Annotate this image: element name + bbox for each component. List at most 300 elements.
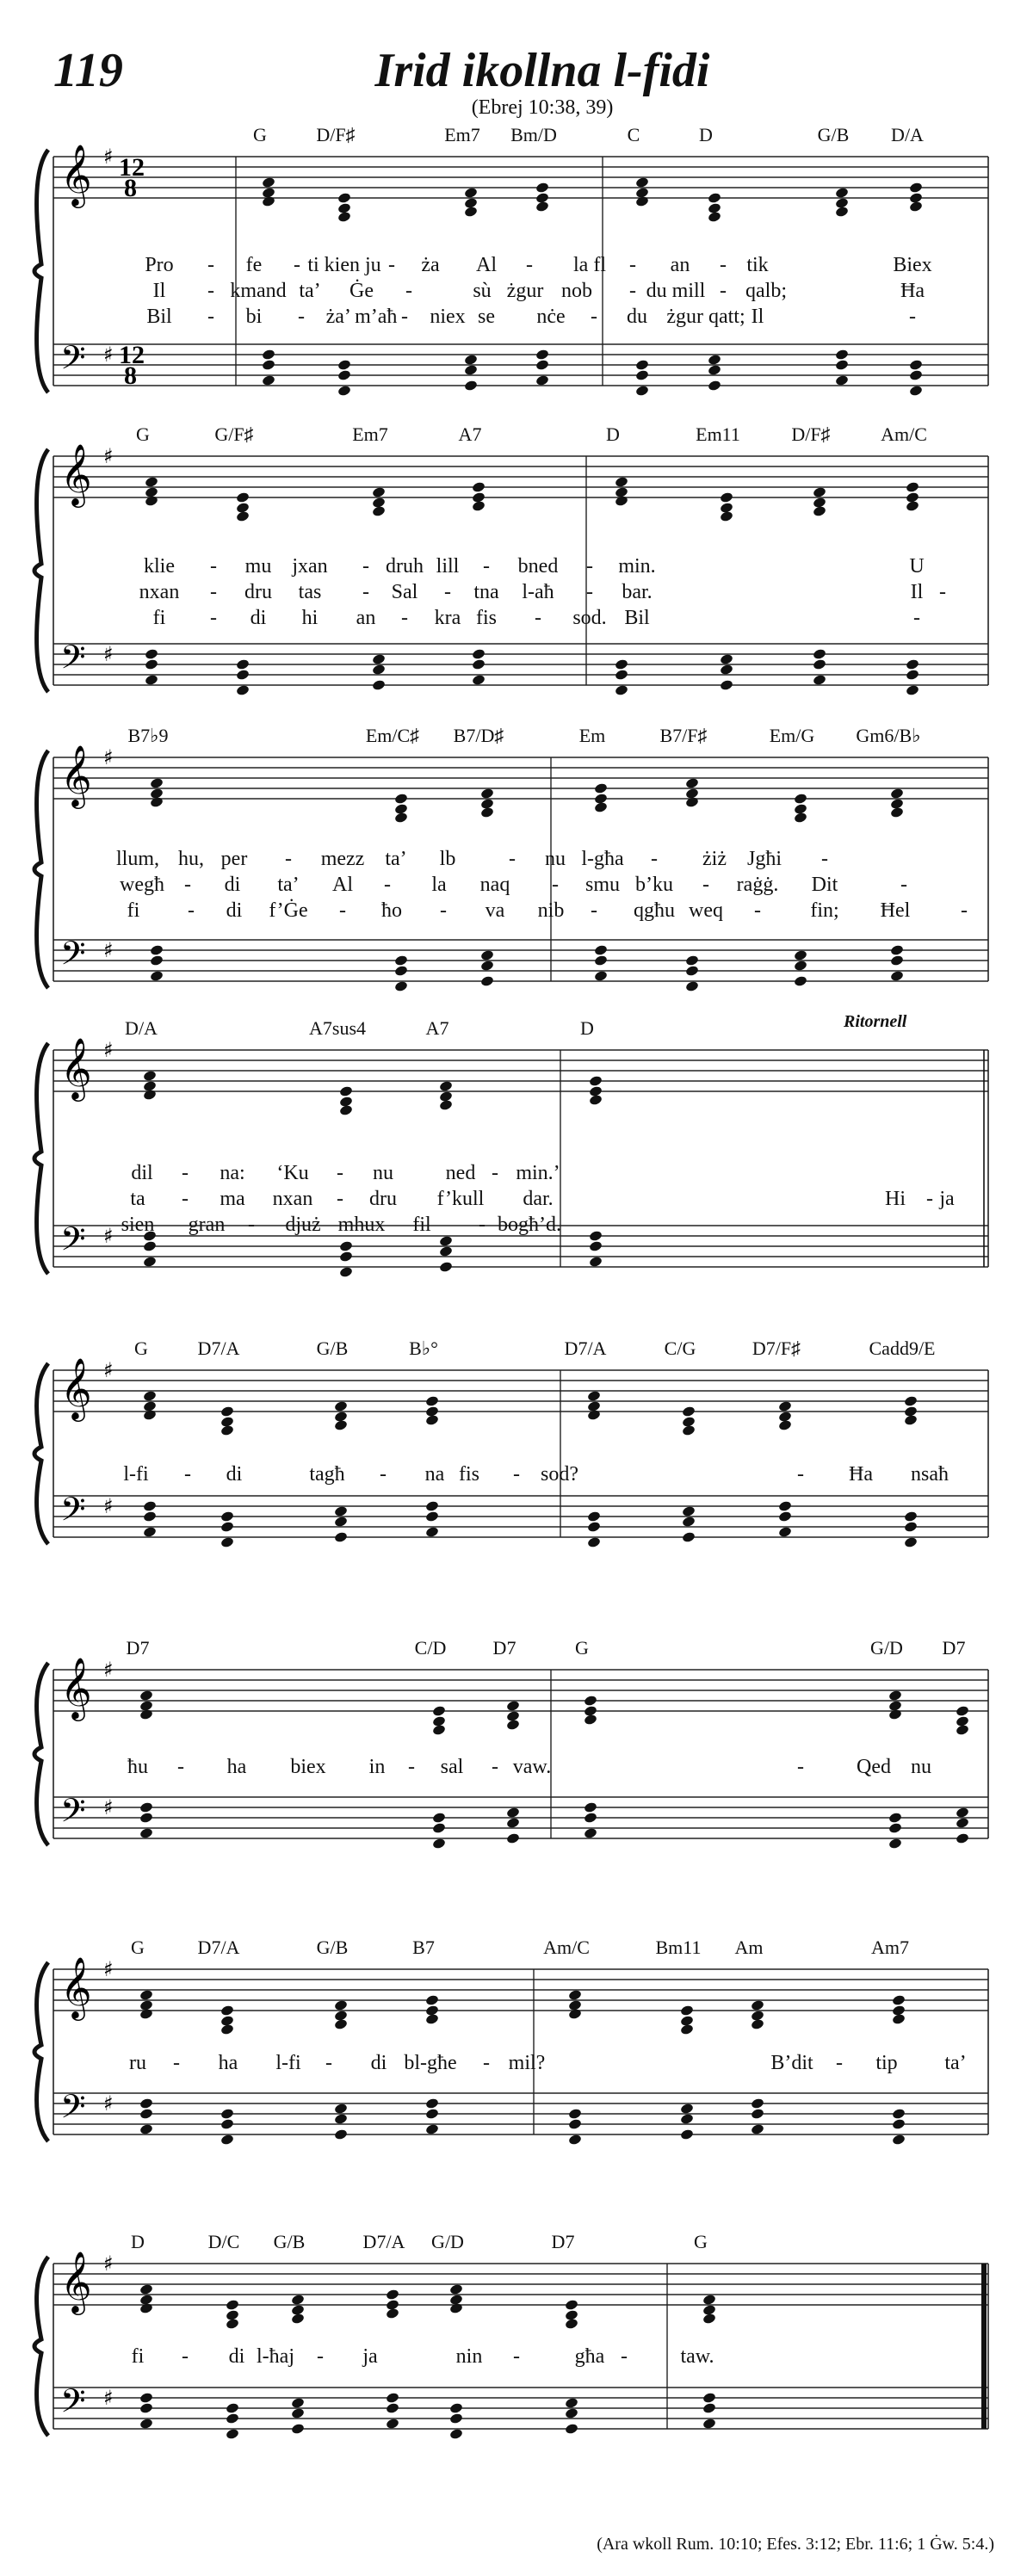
lyric-syllable: nsaħ — [911, 1463, 949, 1486]
bass-notehead — [565, 2407, 579, 2419]
lyric-syllable: hi — [301, 607, 319, 629]
lyric-syllable: bned — [517, 555, 559, 578]
chord-symbol: C/D — [414, 1637, 447, 1659]
bass-notehead — [226, 2428, 240, 2440]
bass-notehead — [226, 2412, 240, 2425]
lyric-syllable: taw. — [680, 2345, 714, 2368]
chord-symbol: Am — [734, 1937, 764, 1958]
lyric-hyphen: - — [720, 254, 727, 276]
lyric-hyphen: - — [483, 555, 490, 578]
lyric-syllable: smu — [585, 874, 621, 896]
chord-symbol: Em/G — [769, 725, 815, 746]
key-signature-sharp-icon: ♯ — [103, 2252, 114, 2276]
lyric-syllable: la — [431, 874, 447, 896]
lyric-syllable: fi — [131, 2345, 145, 2368]
chord-symbol: C — [627, 124, 640, 145]
lyric-syllable: bar. — [622, 581, 653, 603]
lyric-syllable: nu — [545, 848, 566, 870]
lyric-hyphen: - — [509, 848, 516, 870]
lyric-syllable: fil — [412, 1214, 431, 1236]
lyric-hyphen: - — [513, 1463, 520, 1486]
lyric-hyphen: - — [337, 1162, 343, 1184]
lyric-syllable: fi — [152, 607, 166, 629]
lyric-syllable: ża — [421, 254, 440, 276]
lyric-syllable: ta’ — [944, 2052, 967, 2074]
lyric-hyphen: - — [362, 581, 369, 603]
treble-notehead — [702, 2294, 717, 2306]
chord-symbol: D7/F♯ — [752, 1337, 801, 1359]
lyric-syllable: żiż — [702, 848, 727, 870]
lyric-syllable: di — [370, 2052, 387, 2074]
lyric-syllable: wegħ — [120, 874, 164, 896]
lyric-syllable: fi — [127, 899, 140, 922]
chord-symbol: B7♭9 — [127, 725, 169, 746]
treble-clef-icon: 𝄞 — [60, 143, 92, 206]
lyric-syllable: dru — [244, 581, 272, 603]
chord-symbol: A7 — [458, 423, 482, 445]
lyric-hyphen: - — [401, 607, 408, 629]
lyric-syllable: Al — [332, 874, 353, 896]
lyric-hyphen: - — [173, 2052, 180, 2074]
lyric-syllable: Dit — [811, 874, 838, 896]
key-signature-sharp-icon: ♯ — [103, 642, 114, 666]
lyric-hyphen: - — [621, 2345, 628, 2368]
key-signature-sharp-icon: ♯ — [103, 745, 114, 769]
lyric-syllable: ja — [939, 1188, 955, 1210]
lyric-syllable: ħu — [127, 1756, 148, 1778]
lyric-syllable: bogħ’d. — [498, 1214, 561, 1236]
bass-clef-icon: 𝄢 — [60, 1220, 86, 1266]
chord-symbol: D7 — [126, 1637, 150, 1659]
treble-notehead — [386, 2307, 400, 2320]
lyric-syllable: min. — [618, 555, 656, 578]
lyric-syllable: niex — [430, 306, 466, 328]
lyric-syllable: fe — [245, 254, 263, 276]
chord-symbol: D7/A — [197, 1937, 240, 1958]
key-signature-sharp-icon: ♯ — [103, 343, 114, 367]
bass-notehead — [139, 2402, 154, 2414]
chord-symbol: G — [575, 1637, 589, 1659]
lyric-hyphen: - — [483, 2052, 490, 2074]
lyric-syllable: tip — [875, 2052, 898, 2074]
chord-symbol: D7 — [492, 1637, 516, 1659]
chord-symbol: B♭° — [409, 1337, 438, 1359]
bass-notehead — [702, 2392, 717, 2404]
chord-symbol: Bm/D — [510, 124, 557, 145]
lyric-hyphen: - — [909, 306, 916, 328]
chord-symbol: G — [253, 124, 267, 145]
lyric-syllable: gran — [188, 1214, 226, 1236]
lyric-hyphen: - — [401, 306, 408, 328]
bass-clef-icon: 𝄢 — [60, 638, 86, 684]
bass-clef-icon: 𝄢 — [60, 2381, 86, 2428]
scripture-reference: (Ebrej 10:38, 39) — [471, 96, 614, 119]
bass-notehead — [386, 2402, 400, 2414]
lyric-syllable: di — [226, 899, 243, 922]
treble-clef-icon: 𝄞 — [60, 442, 92, 505]
lyric-hyphen: - — [380, 1463, 387, 1486]
treble-notehead — [449, 2302, 464, 2314]
lyric-hyphen: - — [754, 899, 761, 922]
lyric-syllable: klie — [144, 555, 175, 578]
lyric-syllable: tik — [746, 254, 769, 276]
lyric-syllable: fis — [459, 1463, 479, 1486]
lyric-syllable: tagħ — [309, 1463, 345, 1486]
chord-symbol: Em7 — [444, 124, 480, 145]
bass-notehead — [702, 2402, 717, 2414]
lyric-syllable: weq — [689, 899, 723, 922]
lyric-syllable: vaw. — [512, 1756, 552, 1778]
bass-notehead — [139, 2418, 154, 2430]
lyric-hyphen: - — [720, 280, 727, 302]
chord-symbol: D — [699, 124, 713, 145]
lyric-syllable: mhux — [337, 1214, 386, 1236]
bass-notehead — [565, 2397, 579, 2409]
hymn-title: Irid ikollna l-fidi — [374, 44, 710, 97]
lyric-syllable: ħo — [381, 899, 402, 922]
chord-symbol: G — [134, 1337, 148, 1359]
bass-notehead — [702, 2418, 717, 2430]
system-brace — [34, 2257, 48, 2436]
key-signature-sharp-icon: ♯ — [103, 444, 114, 468]
lyric-syllable: na: — [220, 1162, 245, 1184]
lyric-hyphen: - — [248, 1214, 255, 1236]
lyric-syllable: se — [478, 306, 495, 328]
hymn-number: 119 — [53, 44, 123, 97]
lyric-syllable: l-ħaj — [257, 2345, 294, 2368]
bass-notehead — [291, 2407, 306, 2419]
bass-notehead — [565, 2423, 579, 2435]
chord-symbol: Am7 — [871, 1937, 909, 1958]
chord-symbol: D7 — [942, 1637, 966, 1659]
bass-clef-icon: 𝄢 — [60, 2087, 86, 2134]
lyric-syllable: ti kien ju — [307, 254, 381, 276]
lyric-syllable: lb — [439, 848, 456, 870]
lyric-hyphen: - — [188, 899, 195, 922]
chord-symbol: Cadd9/E — [869, 1337, 936, 1359]
lyric-syllable: di — [226, 1463, 243, 1486]
chord-symbol: G/B — [273, 2231, 306, 2252]
chord-symbol: Em — [578, 725, 606, 746]
lyric-syllable: Bil — [146, 306, 172, 328]
lyric-syllable: nu — [911, 1756, 931, 1778]
lyric-syllable: Qed — [857, 1756, 891, 1778]
bass-notehead — [449, 2428, 464, 2440]
lyric-syllable: druh — [386, 555, 424, 578]
lyric-syllable: sod? — [541, 1463, 578, 1486]
lyric-syllable: raġġ. — [736, 874, 779, 896]
bass-notehead — [139, 2392, 154, 2404]
lyric-syllable: dru — [369, 1188, 397, 1210]
lyric-hyphen: - — [210, 607, 217, 629]
lyric-hyphen: - — [362, 555, 369, 578]
lyric-syllable: żgur qatt; — [666, 306, 745, 328]
lyric-syllable: sù — [473, 280, 492, 302]
treble-clef-icon: 𝄞 — [60, 744, 92, 806]
chord-symbol: B7/D♯ — [453, 725, 504, 746]
lyric-syllable: Jgħi — [746, 848, 782, 870]
lyric-hyphen: - — [384, 874, 391, 896]
chord-symbol: Bm11 — [655, 1937, 702, 1958]
lyric-syllable: f’kull — [436, 1188, 485, 1210]
treble-clef-icon: 𝄞 — [60, 1955, 92, 2018]
lyric-syllable: għa — [574, 2345, 605, 2368]
lyric-syllable: l-fi — [275, 2052, 301, 2074]
lyric-syllable: f’Ġe — [269, 899, 308, 922]
lyric-syllable: na — [424, 1463, 445, 1486]
lyric-syllable: fis — [476, 607, 497, 629]
lyric-syllable: ta’ — [385, 848, 407, 870]
treble-clef-icon: 𝄞 — [60, 1036, 92, 1099]
lyric-syllable: ta’ — [277, 874, 300, 896]
lyric-syllable: b’ku — [635, 874, 673, 896]
key-signature-sharp-icon: ♯ — [103, 145, 114, 169]
bass-notehead — [291, 2423, 306, 2435]
chord-symbol: D7 — [551, 2231, 575, 2252]
ritornell-label: Ritornell — [844, 1012, 907, 1031]
bass-notehead — [226, 2402, 240, 2414]
bass-clef-icon: 𝄢 — [60, 1791, 86, 1838]
treble-notehead — [565, 2318, 579, 2330]
lyric-syllable: biex — [290, 1756, 326, 1778]
lyric-syllable: ma — [220, 1188, 245, 1210]
lyric-hyphen: - — [492, 1162, 498, 1184]
lyric-syllable: va — [485, 899, 505, 922]
chord-symbol: B7/F♯ — [659, 725, 708, 746]
treble-notehead — [226, 2318, 240, 2330]
chord-symbol: D/A — [891, 124, 924, 145]
key-signature-sharp-icon: ♯ — [103, 1494, 114, 1518]
lyric-syllable: di — [224, 874, 241, 896]
chord-symbol: Em11 — [696, 423, 740, 445]
lyric-syllable: sal — [440, 1756, 464, 1778]
lyric-syllable: kra — [434, 607, 461, 629]
lyric-syllable: jxan — [292, 555, 328, 578]
lyric-syllable: di — [250, 607, 267, 629]
chord-symbol: D7/A — [362, 2231, 405, 2252]
lyric-hyphen: - — [440, 899, 447, 922]
chord-symbol: D — [580, 1017, 594, 1039]
lyric-hyphen: - — [591, 899, 597, 922]
chord-symbol: G/F♯ — [214, 423, 254, 445]
chord-symbol: D7/A — [564, 1337, 607, 1359]
lyric-syllable: nob — [561, 280, 592, 302]
key-signature-sharp-icon: ♯ — [103, 938, 114, 962]
lyric-hyphen: - — [702, 874, 709, 896]
lyric-hyphen: - — [651, 848, 658, 870]
lyric-syllable: lill — [436, 555, 460, 578]
lyric-hyphen: - — [207, 280, 214, 302]
lyric-syllable: sien — [121, 1214, 155, 1236]
lyric-syllable: Ħa — [849, 1463, 873, 1486]
lyric-syllable: dar. — [523, 1188, 554, 1210]
lyric-hyphen: - — [629, 280, 636, 302]
chord-symbol: D/A — [125, 1017, 158, 1039]
treble-time-signature-top: 12 — [119, 153, 145, 182]
lyric-hyphen: - — [207, 254, 214, 276]
key-signature-sharp-icon: ♯ — [103, 2091, 114, 2116]
lyric-hyphen: - — [388, 254, 395, 276]
treble-clef-icon: 𝄞 — [60, 1656, 92, 1719]
bass-notehead — [386, 2418, 400, 2430]
lyric-hyphen: - — [900, 874, 907, 896]
lyric-syllable: ‘Ku — [276, 1162, 309, 1184]
lyric-syllable: Il — [910, 581, 924, 603]
key-signature-sharp-icon: ♯ — [103, 1957, 114, 1981]
lyric-syllable: ta’ — [299, 280, 321, 302]
chord-symbol: G — [694, 2231, 708, 2252]
bass-clef-icon: 𝄢 — [60, 1490, 86, 1536]
chord-symbol: D — [131, 2231, 145, 2252]
treble-notehead — [226, 2299, 240, 2311]
lyric-syllable: du — [627, 306, 647, 328]
chord-symbol: B7 — [412, 1937, 435, 1958]
lyric-hyphen: - — [405, 280, 412, 302]
lyric-syllable: sod. — [572, 607, 607, 629]
bass-notehead — [386, 2392, 400, 2404]
lyric-syllable: llum, — [115, 848, 160, 870]
lyric-syllable: Pro — [145, 254, 174, 276]
lyric-hyphen: - — [182, 1162, 189, 1184]
key-signature-sharp-icon: ♯ — [103, 1795, 114, 1819]
lyric-hyphen: - — [513, 2345, 520, 2368]
lyric-hyphen: - — [184, 1463, 191, 1486]
lyric-syllable: ta — [130, 1188, 145, 1210]
lyric-syllable: nib — [537, 899, 565, 922]
lyric-syllable: Ħa — [900, 280, 925, 302]
lyric-hyphen: - — [298, 306, 305, 328]
chord-symbol: D/F♯ — [316, 124, 356, 145]
lyric-syllable: nxan — [139, 581, 180, 603]
treble-notehead — [139, 2283, 154, 2295]
lyric-hyphen: - — [939, 581, 946, 603]
lyric-hyphen: - — [444, 581, 451, 603]
lyric-syllable: kmand — [230, 280, 287, 302]
lyric-hyphen: - — [207, 306, 214, 328]
lyric-syllable: l-għa — [581, 848, 624, 870]
key-signature-sharp-icon: ♯ — [103, 1224, 114, 1248]
bass-notehead — [449, 2402, 464, 2414]
key-signature-sharp-icon: ♯ — [103, 1658, 114, 1682]
lyric-hyphen: - — [961, 899, 968, 922]
lyric-syllable: mezz — [320, 848, 365, 870]
chord-symbol: Em7 — [352, 423, 388, 445]
lyric-syllable: in — [368, 1756, 386, 1778]
bass-time-signature-bottom: 8 — [124, 361, 137, 390]
chord-symbol: Gm6/B♭ — [856, 725, 921, 746]
lyric-syllable: tas — [298, 581, 322, 603]
lyric-syllable: ru — [129, 2052, 146, 2074]
chord-symbol: A7 — [425, 1017, 449, 1039]
lyric-hyphen: - — [629, 254, 636, 276]
lyric-hyphen: - — [177, 1756, 184, 1778]
lyric-syllable: nxan — [272, 1188, 313, 1210]
chord-symbol: G/B — [316, 1337, 349, 1359]
lyric-hyphen: - — [285, 848, 292, 870]
lyric-syllable: Biex — [893, 254, 932, 276]
lyric-syllable: tna — [473, 581, 499, 603]
lyric-hyphen: - — [317, 2345, 324, 2368]
lyric-syllable: djuż — [285, 1214, 321, 1236]
lyric-hyphen: - — [408, 1756, 415, 1778]
lyric-hyphen: - — [836, 2052, 843, 2074]
lyric-syllable: żgur — [506, 280, 544, 302]
lyric-hyphen: - — [535, 607, 541, 629]
lyric-syllable: la fl — [573, 254, 606, 276]
lyric-syllable: naq — [479, 874, 510, 896]
lyric-syllable: per — [220, 848, 248, 870]
key-signature-sharp-icon: ♯ — [103, 2386, 114, 2410]
lyric-hyphen: - — [337, 1188, 343, 1210]
lyric-syllable: Bil — [624, 607, 650, 629]
lyric-syllable: min.’ — [516, 1162, 560, 1184]
treble-notehead — [702, 2313, 717, 2325]
treble-time-signature-bottom: 8 — [124, 174, 137, 202]
lyric-syllable: Il — [152, 280, 166, 302]
treble-notehead — [139, 2302, 154, 2314]
bass-clef-icon: 𝄢 — [60, 934, 86, 980]
treble-notehead — [386, 2289, 400, 2301]
chord-symbol: D — [606, 423, 620, 445]
lyric-syllable: Ġe — [349, 280, 374, 302]
lyric-hyphen: - — [586, 555, 593, 578]
chord-symbol: G — [136, 423, 150, 445]
lyric-hyphen: - — [182, 1188, 189, 1210]
lyric-syllable: fin; — [810, 899, 839, 922]
chord-symbol: Em/C♯ — [365, 725, 420, 746]
lyric-hyphen: - — [182, 2345, 189, 2368]
lyric-syllable: mil? — [508, 2052, 546, 2074]
lyric-hyphen: - — [797, 1463, 804, 1486]
chord-symbol: D/C — [207, 2231, 240, 2252]
lyric-syllable: B’dit — [770, 2052, 813, 2074]
chord-symbol: G/B — [817, 124, 850, 145]
lyric-syllable: nin — [455, 2345, 483, 2368]
lyric-hyphen: - — [210, 555, 217, 578]
lyric-syllable: nu — [373, 1162, 393, 1184]
chord-symbol: Am/C — [543, 1937, 590, 1958]
chord-symbol: G/B — [316, 1937, 349, 1958]
lyric-syllable: nċe — [536, 306, 566, 328]
lyric-syllable: du mill — [646, 280, 706, 302]
lyric-syllable: di — [228, 2345, 245, 2368]
key-signature-sharp-icon: ♯ — [103, 1038, 114, 1062]
treble-notehead — [565, 2299, 579, 2311]
lyric-syllable: ża’ m’aħ — [325, 306, 398, 328]
bass-notehead — [449, 2412, 464, 2425]
lyric-hyphen: - — [210, 581, 217, 603]
lyric-hyphen: - — [184, 874, 191, 896]
lyric-hyphen: - — [479, 1214, 486, 1236]
lyric-hyphen: - — [591, 306, 597, 328]
lyric-syllable: Ħel — [880, 899, 911, 922]
footnote-references: (Ara wkoll Rum. 10:10; Efes. 3:12; Ebr. 11:6; 1 Ġw. 5:4.) — [597, 2535, 994, 2554]
treble-clef-icon: 𝄞 — [60, 2250, 92, 2313]
treble-notehead — [291, 2294, 306, 2306]
lyric-syllable: Al — [476, 254, 497, 276]
lyric-hyphen: - — [339, 899, 346, 922]
chord-symbol: D/F♯ — [791, 423, 831, 445]
chord-symbol: C/G — [664, 1337, 696, 1359]
lyric-syllable: an — [670, 254, 690, 276]
lyric-syllable: qalb; — [745, 280, 787, 302]
lyric-syllable: qgħu — [634, 899, 675, 922]
lyric-syllable: ha — [226, 1756, 247, 1778]
lyric-syllable: hu, — [178, 848, 204, 870]
lyric-hyphen: - — [492, 1756, 498, 1778]
lyric-hyphen: - — [797, 1756, 804, 1778]
lyric-hyphen: - — [526, 254, 533, 276]
